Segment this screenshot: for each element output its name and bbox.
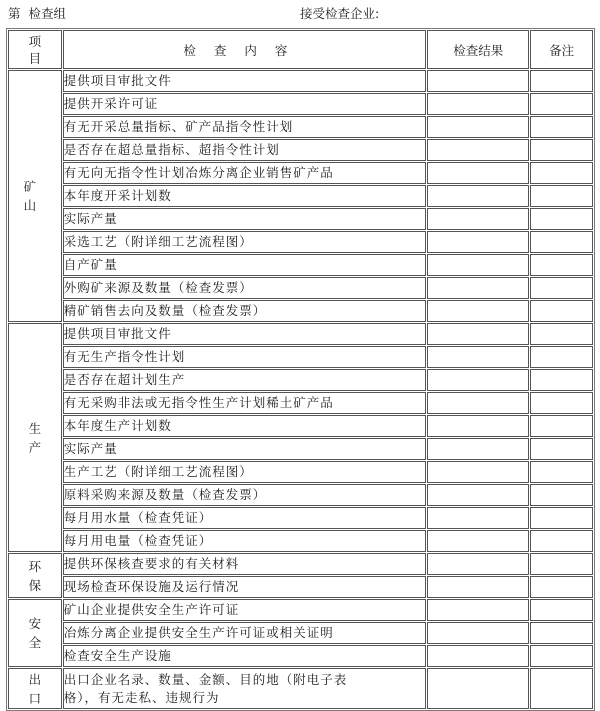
table-row: [8, 116, 593, 138]
check-item: 外购矿来源及数量（检查发票）: [63, 277, 426, 299]
check-item: 提供项目审批文件: [63, 70, 426, 92]
inspected-company-label: 接受检查企业:: [300, 6, 380, 21]
check-item: 本年度生产计划数: [63, 415, 426, 437]
note-cell[interactable]: [530, 116, 593, 138]
category-label: 口: [28, 690, 42, 706]
check-item: 实际产量: [63, 208, 426, 230]
table-row: [8, 208, 593, 230]
result-cell[interactable]: [427, 231, 529, 253]
category-label: 安: [28, 616, 42, 631]
column-header-note: 备注: [530, 30, 593, 69]
result-cell[interactable]: [427, 70, 529, 92]
table-row: [8, 438, 593, 460]
check-item: 矿山企业提供安全生产许可证: [63, 599, 426, 621]
table-row: [8, 323, 593, 345]
check-item: 检查安全生产设施: [63, 645, 426, 667]
result-cell[interactable]: [427, 185, 529, 207]
check-item: 提供环保核查要求的有关材料: [63, 553, 426, 575]
check-item: 生产工艺（附详细工艺流程图）: [63, 461, 426, 483]
check-item: 有无采购非法或无指令性生产计划稀土矿产品: [63, 392, 426, 414]
result-cell[interactable]: [427, 461, 529, 483]
table-row: [8, 668, 593, 709]
check-item: 提供项目审批文件: [63, 323, 426, 345]
note-cell[interactable]: [530, 346, 593, 368]
result-cell[interactable]: [427, 415, 529, 437]
note-cell[interactable]: [530, 254, 593, 276]
check-item: 有无向无指令性计划冶炼分离企业销售矿产品: [63, 162, 426, 184]
result-cell[interactable]: [427, 599, 529, 621]
note-cell[interactable]: [530, 208, 593, 230]
result-cell[interactable]: [427, 438, 529, 460]
category-header-line: 目: [28, 50, 42, 66]
table-row: [8, 93, 593, 115]
table-row: [8, 185, 593, 207]
result-cell[interactable]: [427, 93, 529, 115]
check-item: 实际产量: [63, 438, 426, 460]
note-cell[interactable]: [530, 231, 593, 253]
table-row: [8, 254, 593, 276]
category-cell: [8, 323, 62, 552]
result-cell[interactable]: [427, 392, 529, 414]
category-cell: [8, 599, 62, 667]
result-cell[interactable]: [427, 553, 529, 575]
result-cell[interactable]: [427, 668, 529, 709]
category-label: 全: [28, 635, 42, 650]
note-cell[interactable]: [530, 392, 593, 414]
result-cell[interactable]: [427, 369, 529, 391]
result-cell[interactable]: [427, 507, 529, 529]
result-cell[interactable]: [427, 116, 529, 138]
note-cell[interactable]: [530, 70, 593, 92]
note-cell[interactable]: [530, 369, 593, 391]
result-cell[interactable]: [427, 277, 529, 299]
category-header-line: 项: [28, 33, 42, 49]
category-cell: [8, 668, 62, 709]
table-row: [8, 599, 593, 621]
column-header-category: [8, 30, 62, 69]
note-cell[interactable]: [530, 668, 593, 709]
check-item: 采选工艺（附详细工艺流程图）: [63, 231, 426, 253]
table-header-row: [8, 30, 593, 69]
column-header-result: 检查结果: [427, 30, 529, 69]
table-row: [8, 346, 593, 368]
check-item: 原料采购来源及数量（检查发票）: [63, 484, 426, 506]
category-label: 矿 山: [23, 179, 47, 213]
note-cell[interactable]: [530, 139, 593, 161]
category-label: 出: [28, 671, 42, 687]
result-cell[interactable]: [427, 208, 529, 230]
table-row: [8, 231, 593, 253]
table-body: [8, 70, 593, 709]
note-cell[interactable]: [530, 599, 593, 621]
note-cell[interactable]: [530, 461, 593, 483]
inspection-checklist-table: [6, 28, 595, 711]
table-row: [8, 530, 593, 552]
table-row: [8, 162, 593, 184]
note-cell[interactable]: [530, 277, 593, 299]
category-label: 环: [28, 558, 42, 574]
table-row: [8, 70, 593, 92]
result-cell[interactable]: [427, 139, 529, 161]
note-cell[interactable]: [530, 415, 593, 437]
result-cell[interactable]: [427, 346, 529, 368]
table-row: [8, 484, 593, 506]
check-item: 有无生产指令性计划: [63, 346, 426, 368]
result-cell[interactable]: [427, 300, 529, 322]
note-cell[interactable]: [530, 185, 593, 207]
note-cell[interactable]: [530, 93, 593, 115]
table-row: [8, 622, 593, 644]
note-cell[interactable]: [530, 300, 593, 322]
result-cell[interactable]: [427, 576, 529, 598]
check-item: 冶炼分离企业提供安全生产许可证或相关证明: [63, 622, 426, 644]
note-cell[interactable]: [530, 438, 593, 460]
note-cell[interactable]: [530, 622, 593, 644]
check-item: 本年度开采计划数: [63, 185, 426, 207]
note-cell[interactable]: [530, 323, 593, 345]
check-item: 现场检查环保设施及运行情况: [63, 576, 426, 598]
table-row: [8, 576, 593, 598]
table-row: [8, 277, 593, 299]
result-cell[interactable]: [427, 622, 529, 644]
result-cell[interactable]: [427, 254, 529, 276]
table-row: [8, 300, 593, 322]
table-row: [8, 415, 593, 437]
table-row: [8, 369, 593, 391]
result-cell[interactable]: [427, 484, 529, 506]
note-cell[interactable]: [530, 645, 593, 667]
check-item: 每月用水量（检查凭证）: [63, 507, 426, 529]
column-header-content: 检查内容: [63, 30, 426, 69]
note-cell[interactable]: [530, 530, 593, 552]
result-cell[interactable]: [427, 530, 529, 552]
note-cell[interactable]: [530, 162, 593, 184]
category-cell: [8, 70, 62, 322]
result-cell[interactable]: [427, 323, 529, 345]
category-label: 生: [28, 420, 42, 436]
table-row: [8, 139, 593, 161]
check-item: 自产矿量: [63, 254, 426, 276]
category-label: 保: [28, 577, 42, 593]
note-cell[interactable]: [530, 576, 593, 598]
check-item: 有无开采总量指标、矿产品指令性计划: [63, 116, 426, 138]
result-cell[interactable]: [427, 645, 529, 667]
note-cell[interactable]: [530, 553, 593, 575]
check-item: 每月用电量（检查凭证）: [63, 530, 426, 552]
check-item: 精矿销售去向及数量（检查发票）: [63, 300, 426, 322]
category-label: 产: [28, 439, 42, 455]
check-item: 提供开采许可证: [63, 93, 426, 115]
note-cell[interactable]: [530, 484, 593, 506]
table-row: [8, 392, 593, 414]
table-row: [8, 461, 593, 483]
note-cell[interactable]: [530, 507, 593, 529]
table-row: [8, 553, 593, 575]
table-row: [8, 507, 593, 529]
table-row: [8, 645, 593, 667]
inspection-group-label: 第 检查组: [8, 6, 66, 21]
category-cell: [8, 553, 62, 598]
form-header: [8, 4, 593, 22]
check-item: 是否存在超总量指标、超指令性计划: [63, 139, 426, 161]
check-item: 出口企业名录、数量、金额、目的地（附电子表格），有无走私、违规行为: [63, 668, 426, 709]
check-item: 是否存在超计划生产: [63, 369, 426, 391]
result-cell[interactable]: [427, 162, 529, 184]
